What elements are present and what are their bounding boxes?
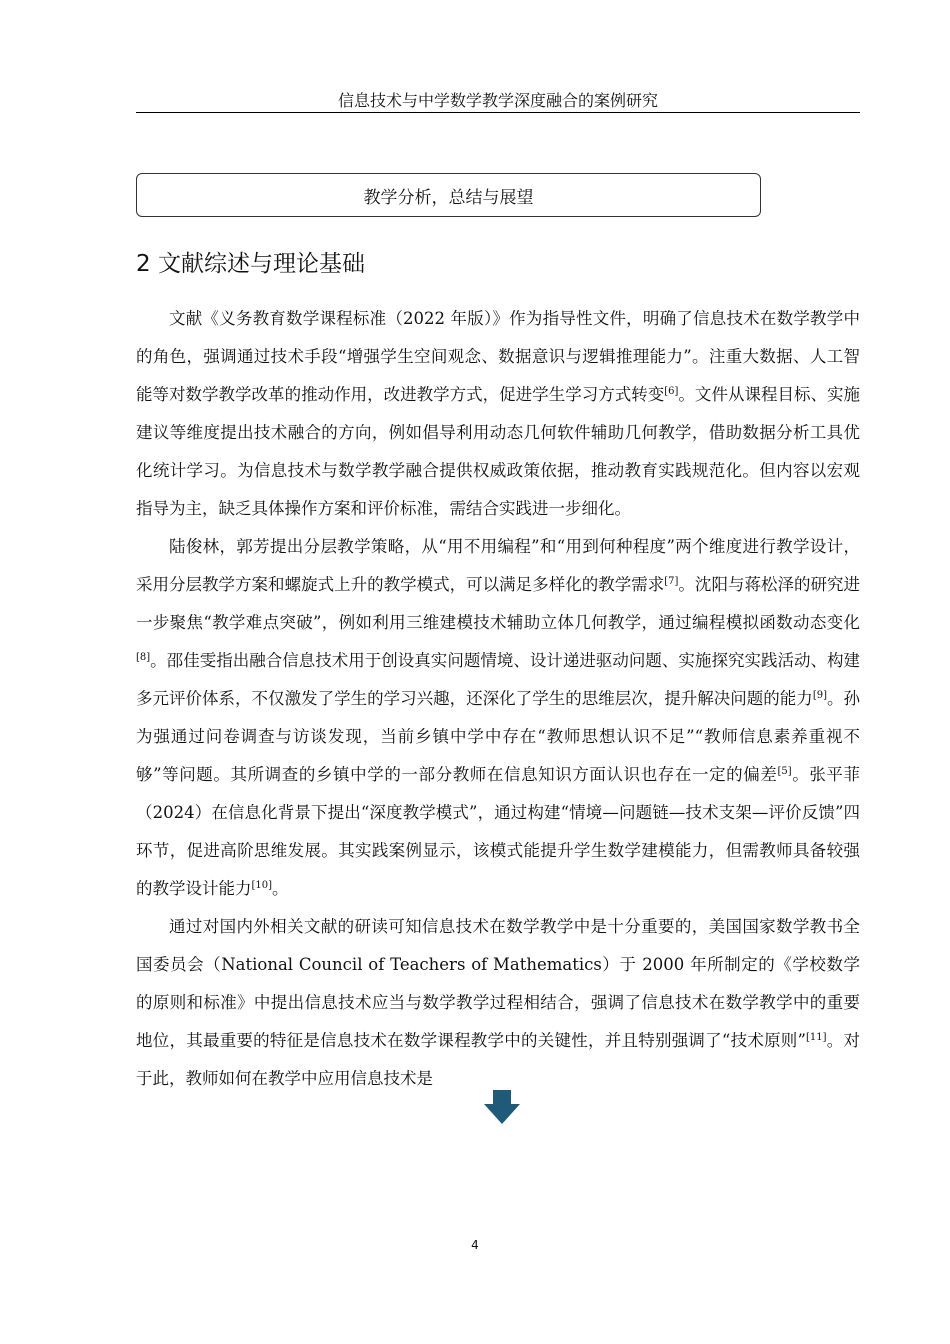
paragraph-3 — [136, 908, 860, 1098]
citation-ref: [6] — [664, 386, 679, 397]
paragraph-text: 。邵佳雯指出融合信息技术用于创设真实问题情境、设计递进驱动问题、实施探究实践活动、构建多元评价体系，不仅激发了学生的学习兴趣，还深化了学生的思维层次，提升解决问题的能力 — [136, 651, 860, 708]
citation-ref: [8] — [136, 652, 151, 663]
section-heading: 2 文献综述与理论基础 — [136, 251, 365, 277]
paragraph-text: 。沈阳与蒋松泽的研究进一步聚焦“教学难点突破”，例如利用三维建模技术辅助立体几何教学，通过编程模拟函数动态变化 — [136, 575, 861, 632]
paragraph-1 — [136, 300, 860, 528]
paragraph-text: 。 — [272, 879, 289, 898]
paragraph-text: 陆俊林，郭芳提出分层教学策略，从“用不用编程”和“用到何种程度”两个维度进行教学设计，采用分层教学方案和螺旋式上升的教学模式，可以满足多样化的教学需求 — [136, 537, 860, 594]
paragraph-text: 。文件从课程目标、实施建议等维度提出技术融合的方向，例如倡导利用动态几何软件辅助几何教学，借助数据分析工具优化统计学习。为信息技术与数学教学融合提供权威政策依据，推动教育实践规范化。但内容以宏观指导为主，缺乏具体操作方案和评价标准，需结合实践进一步细化。 — [136, 385, 861, 518]
paragraph-text: 通过对国内外相关文献的研读可知信息技术在数学教学中是十分重要的，美国国家数学教书全国委员会（National Council of Teachers of Mathematics）于 2000 年所制定的《学校数学的原则和标准》中提出信息技术应当与数学教学过程相结合，强调了信息技术在数学教学中的重要地位，其最重要的特征是信息技术在数学课程教学中的关键性，并且特别强调了“技术原则” — [136, 917, 860, 1050]
citation-ref: [10] — [251, 880, 273, 891]
paragraph-text: 。孙为强通过问卷调查与访谈发现，当前乡镇中学中存在“教师思想认识不足”“教师信息素养重视不够”等问题。其所调查的乡镇中学的一部分教师在信息知识方面认识也存在一定的偏差 — [136, 689, 861, 784]
running-header — [136, 90, 860, 113]
citation-ref: [7] — [664, 576, 679, 587]
citation-ref: [5] — [777, 766, 792, 777]
paragraph-text: 。张平菲（2024）在信息化背景下提出“深度教学模式”，通过构建“情境—问题链—技术支架—评价反馈”四环节，促进高阶思维发展。其实践案例显示，该模式能提升学生数学建模能力，但需教师具备较强的教学设计能力 — [136, 765, 861, 898]
flowchart-box — [136, 173, 761, 217]
flowchart-box-label: 教学分析，总结与展望 — [363, 187, 534, 208]
page-number: 4 — [471, 1238, 479, 1252]
citation-ref: [9] — [812, 690, 827, 701]
paragraph-text: 。对于此，教师如何在教学中应用信息技术是 — [136, 1031, 860, 1088]
paragraph-2 — [136, 528, 860, 908]
arrow-down-icon — [484, 1090, 520, 1124]
body-text — [136, 300, 860, 1098]
paragraph-text: 文献《义务教育数学课程标准（2022 年版）》作为指导性文件，明确了信息技术在数学教学中的角色，强调通过技术手段“增强学生空间观念、数据意识与逻辑推理能力”。注重大数据、人工智能等对数学教学改革的推动作用，改进教学方式，促进学生学习方式转变 — [136, 309, 860, 404]
citation-ref: [11] — [805, 1032, 827, 1043]
running-title: 信息技术与中学数学教学深度融合的案例研究 — [337, 91, 658, 110]
